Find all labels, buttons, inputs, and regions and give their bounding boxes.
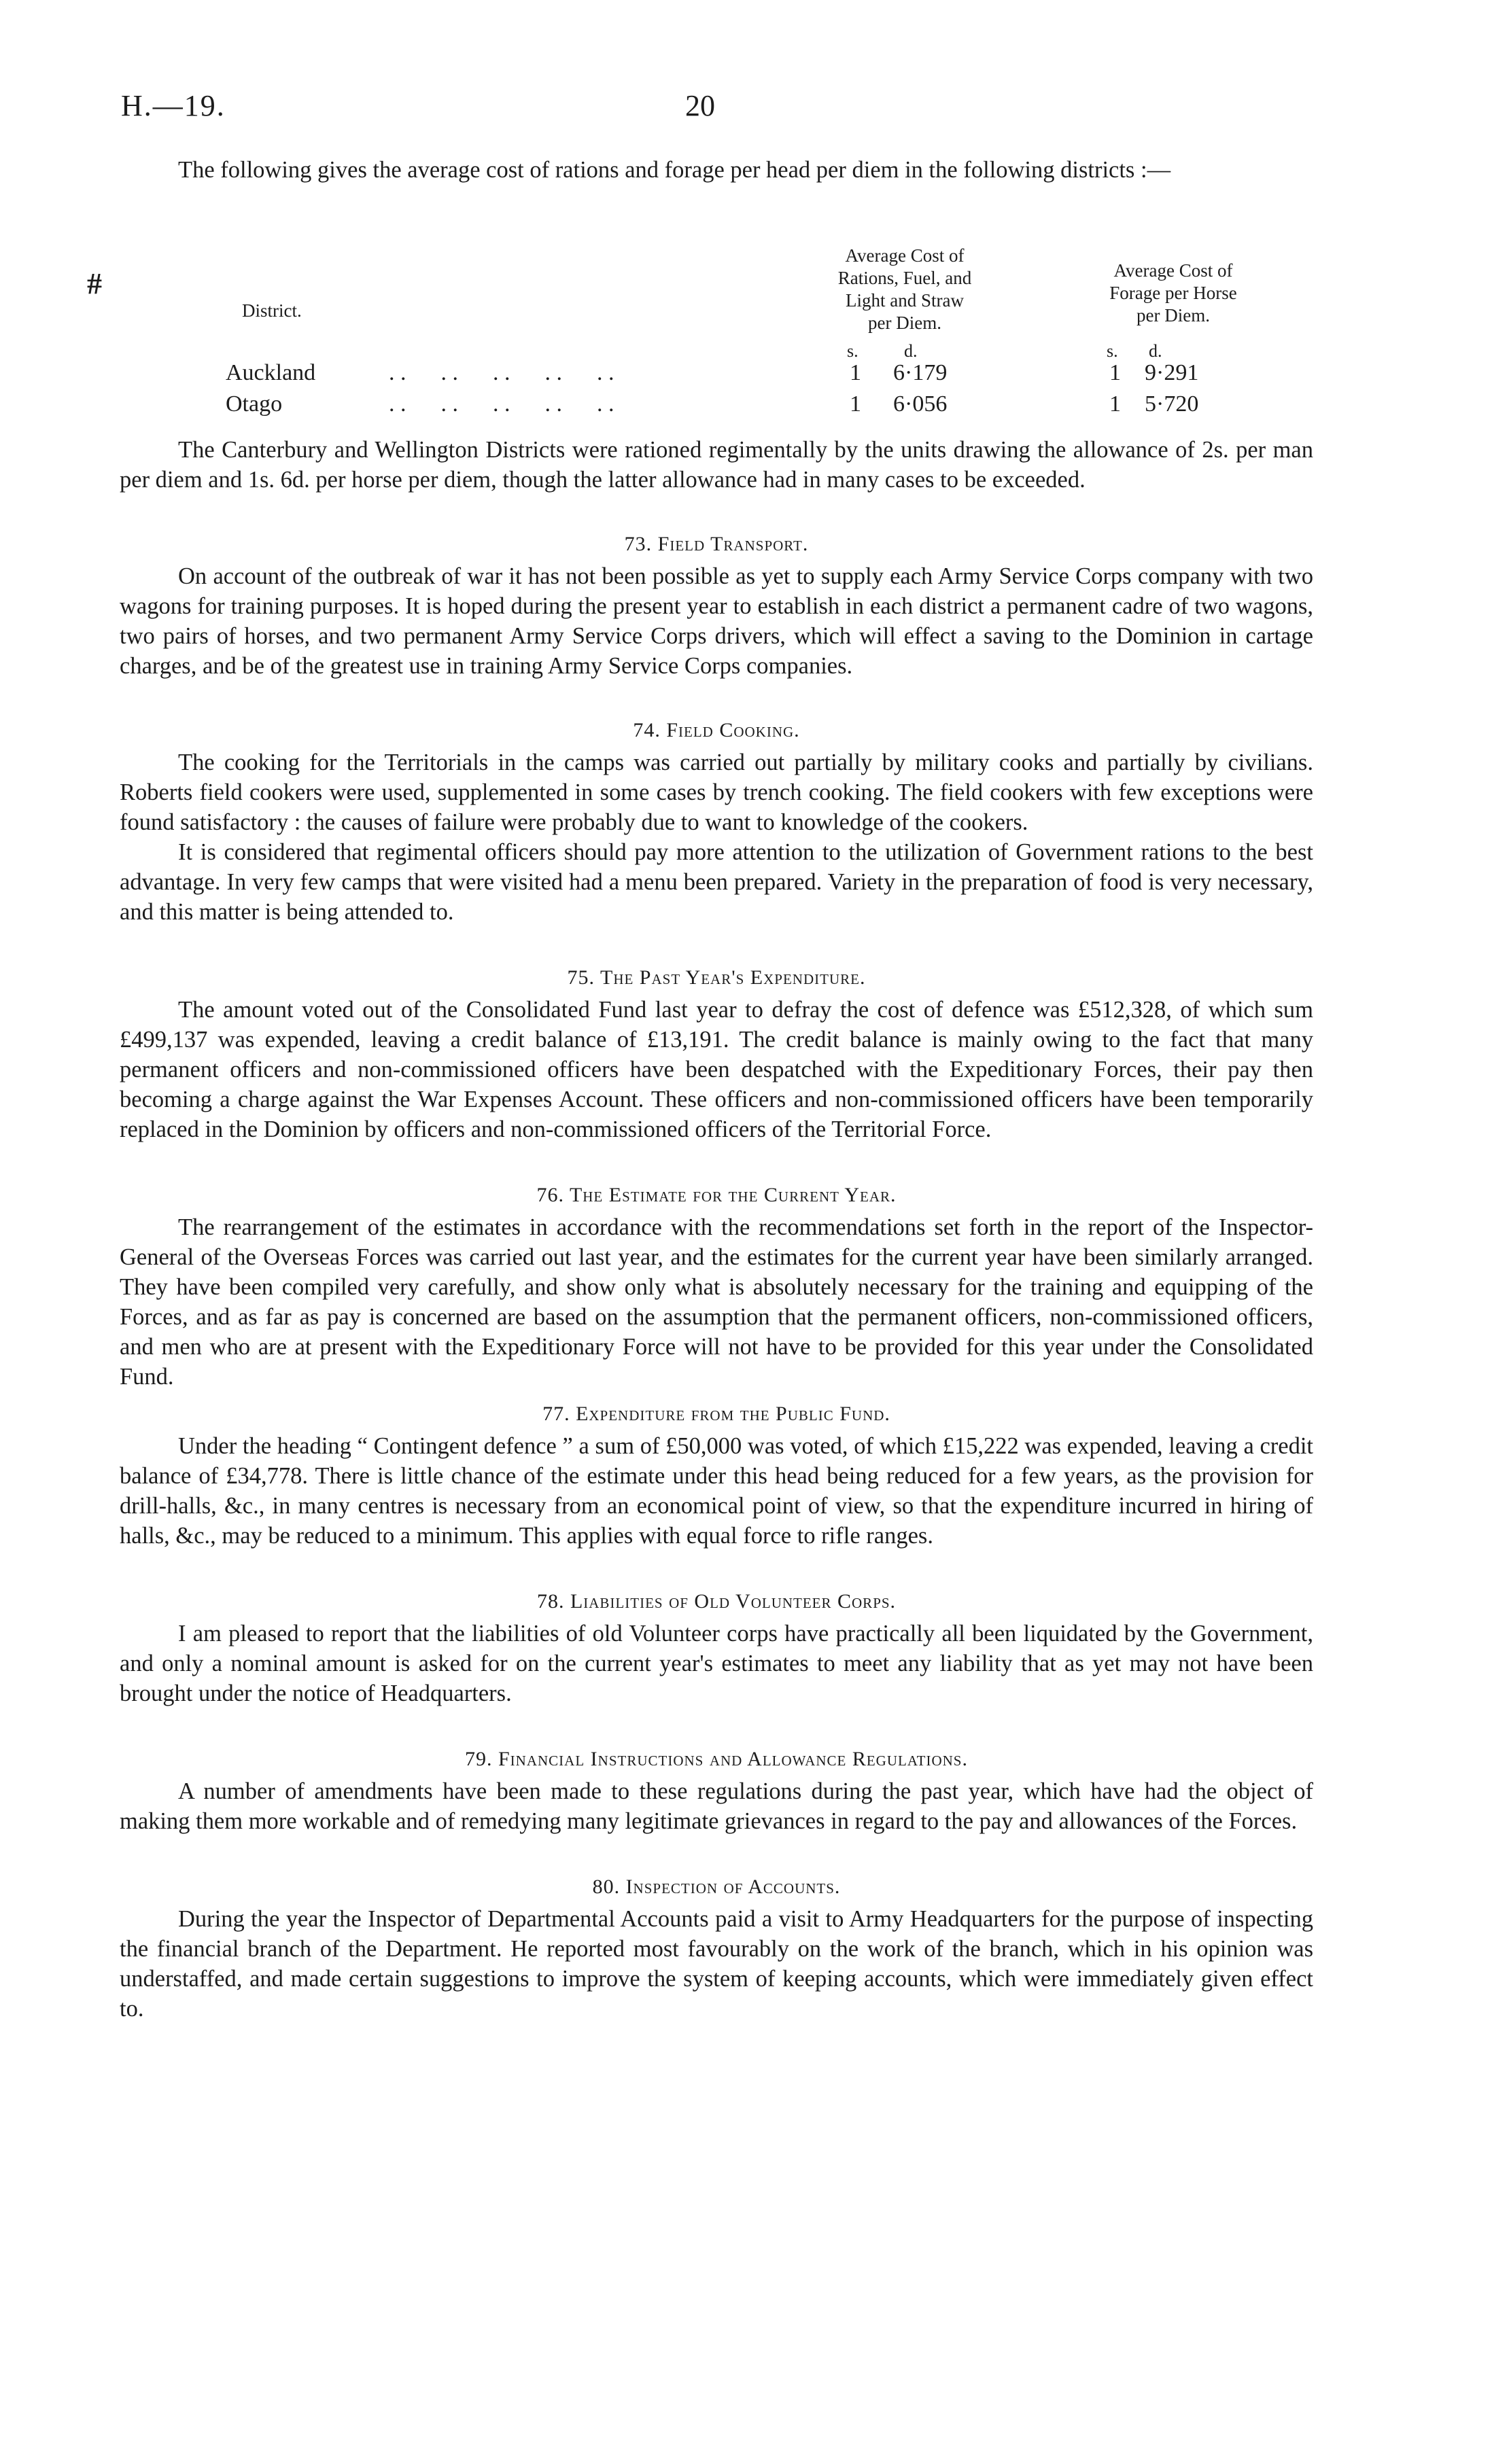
col1-heading [772, 245, 1037, 334]
section-heading-75: 75. The Past Year's Expenditure. [567, 966, 866, 989]
col2-unit-s: s. [1107, 341, 1118, 361]
district-name: Otago [226, 391, 283, 417]
col1-heading-line: Rations, Fuel, and [837, 268, 972, 288]
col1-unit-d: d. [904, 341, 918, 361]
col2-heading-line: Average Cost of [1113, 260, 1233, 281]
section-75-paragraph: The amount voted out of the Consolidated Fund last year to defray the cost of defence was £512,328, of which sum £499,137 was expended, leaving a credit balance of £13,191. The credit balance is mainly owing to the fact that many permanent officers and non-commissioned officers have been despatched with the Expeditionary Forces, their pay then becoming a charge against the War Expenses Account. These officers and non-commissioned officers have been temporarily replaced in the Dominion by officers and non-commissioned officers of the Territorial Force. [120, 997, 1313, 1142]
forage-shillings: 1 [1109, 360, 1121, 385]
table-row [226, 360, 1313, 391]
district-heading: District. [242, 300, 302, 321]
rations-pence: 6·056 [893, 391, 948, 417]
rations-shillings: 1 [850, 391, 861, 417]
forage-shillings: 1 [1109, 391, 1121, 417]
forage-pence: 5·720 [1145, 391, 1199, 417]
col2-unit-d: d. [1149, 341, 1162, 361]
col2-heading [1044, 260, 1302, 327]
col2-heading-line: Forage per Horse [1109, 283, 1237, 303]
col1-heading-line: Average Cost of [845, 245, 965, 266]
leader-dots: . . . . . . . . . . [389, 360, 614, 385]
document-reference: H.—19. [121, 89, 226, 122]
section-heading-79: 79. Financial Instructions and Allowance Regulations. [465, 1748, 968, 1770]
section-78-paragraph: I am pleased to report that the liabilities of old Volunteer corps have practically all been liquidated by the Government, and only a nominal amount is asked for on the current year's estimates to meet any liability that as yet may not have been brought under the notice of Headquarters. [120, 1621, 1313, 1706]
document-body [120, 155, 1313, 2024]
canterbury-paragraph: The Canterbury and Wellington Districts were rationed regimentally by the units drawing the allowance of 2s. per man per diem and 1s. 6d. per horse per diem, though the latter allowance had in many cases to be exceeded. [120, 437, 1313, 493]
section-79-paragraph: A number of amendments have been made to these regulations during the past year, which have had the object of making them more workable and of remedying many legitimate grievances in regard to the pay and allowances of the Forces. [120, 1778, 1313, 1834]
section-heading-78: 78. Liabilities of Old Volunteer Corps. [536, 1590, 897, 1613]
rations-pence: 6·179 [893, 360, 948, 385]
section-heading-73: 73. Field Transport. [624, 533, 809, 555]
section-77-paragraph: Under the heading “ Contingent defence ” a sum of £50,000 was voted, of which £15,222 was expended, leaving a credit balance of £34,778. There is little chance of the estimate under this head being reduced for a few years, as the provision for drill-halls, &c., in many centres is necessary from an economical point of view, so that the expenditure incurred in hiring of halls, &c., may be reduced to a minimum. This applies with equal force to rifle ranges. [120, 1433, 1313, 1549]
section-74-paragraph-2: It is considered that regimental officers should pay more attention to the utilization of Government rations to the best advantage. In very few camps that were visited had a menu been prepared. Variety in the preparation of food is very necessary, and this matter is being attended to. [120, 839, 1313, 925]
margin-mark: # [87, 267, 102, 300]
page-number: 20 [685, 89, 715, 122]
intro-paragraph: The following gives the average cost of rations and forage per head per diem in the following districts :— [178, 157, 1171, 183]
section-76-paragraph: The rearrangement of the estimates in accordance with the recommendations set forth in the report of the Inspector-General of the Overseas Forces was carried out last year, and the estimates for the current year have been similarly arranged. They have been compiled very carefully, and show only what is absolutely necessary for the training and equipping of the Forces, and as far as pay is concerned are based on the assumption that the permanent officers, non-commissioned officers, and men who are at present with the Expeditionary Force will not have to be provided for this year under the Consolidated Fund. [120, 1214, 1313, 1390]
col1-heading-line: per Diem. [868, 313, 941, 333]
section-80-paragraph: During the year the Inspector of Departmental Accounts paid a visit to Army Headquarters for the purpose of inspecting the financial branch of the Department. He reported most favourably on the work of the branch, which in his opinion was understaffed, and made certain suggestions to improve the system of keeping accounts, which were immediately given effect to. [120, 1906, 1313, 2022]
district-name: Auckland [226, 360, 316, 385]
table-row [226, 391, 1313, 423]
section-74-paragraph-1: The cooking for the Territorials in the camps was carried out partially by military cooks and partially by civilians. Roberts field cookers were used, supplemented in some cases by trench cooking. The field cookers with few exceptions were found satisfactory : the causes of failure were probably due to want to knowledge of the cookers. [120, 750, 1313, 835]
rations-shillings: 1 [850, 360, 861, 385]
section-73-paragraph: On account of the outbreak of war it has not been possible as yet to supply each Army Service Corps company with two wagons for training purposes. It is hoped during the present year to establish in each district a permanent cadre of two wagons, two pairs of horses, and two permanent Army Service Corps drivers, which will effect a saving to the Dominion in cartage charges, and be of the greatest use in training Army Service Corps companies. [120, 563, 1313, 679]
section-heading-77: 77. Expenditure from the Public Fund. [542, 1403, 890, 1425]
section-heading-80: 80. Inspection of Accounts. [592, 1876, 841, 1898]
col2-heading-line: per Diem. [1137, 305, 1210, 325]
leader-dots: . . . . . . . . . . [389, 391, 614, 417]
section-heading-74: 74. Field Cooking. [633, 719, 800, 741]
col1-heading-line: Light and Straw [846, 290, 964, 311]
cost-table [120, 185, 1313, 416]
col1-unit-s: s. [847, 341, 858, 361]
forage-pence: 9·291 [1145, 360, 1199, 385]
section-heading-76: 76. The Estimate for the Current Year. [536, 1184, 897, 1206]
